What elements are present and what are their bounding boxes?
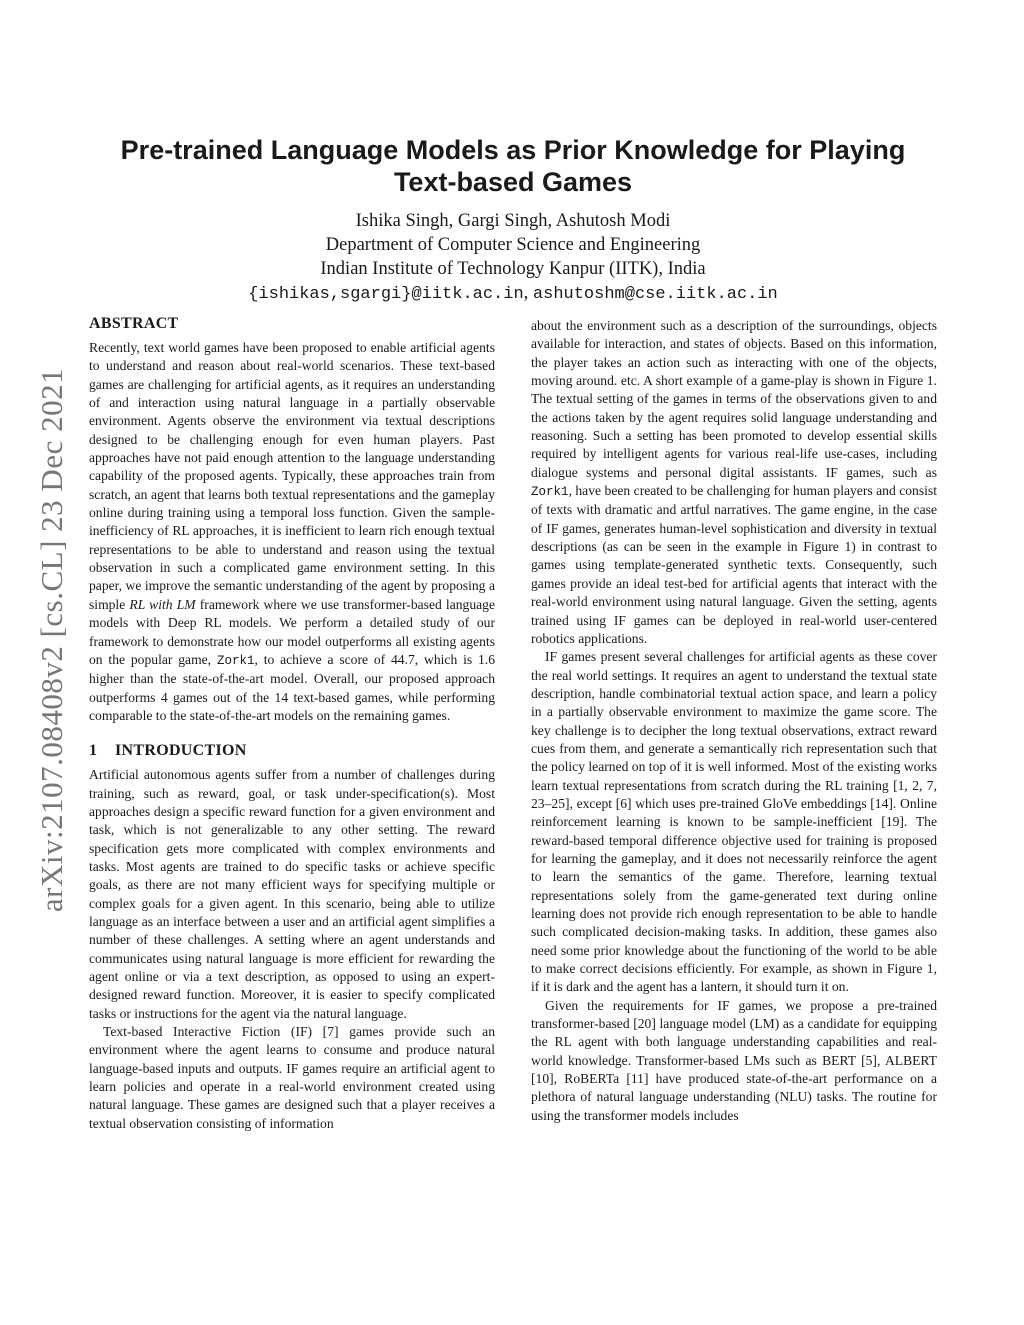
intro-title: INTRODUCTION [115,742,247,760]
right-column [531,317,937,1125]
title-line-1: Pre-trained Language Models as Prior Knowledge for Playing [120,135,906,165]
right-game-name: Zork1 [531,485,569,500]
intro-heading [89,741,495,761]
intro-number: 1 [89,742,98,760]
right-paragraph-3: Given the requirements for IF games, we propose a pre-trained transformer-based [20] language model (LM) as a candidate for equipping the RL agent with both language understanding capabilities and real-world knowledge. Transformer-based LMs such as BERT [5], ALBERT [10], RoBERTa [11] have produced state-of-the-art performance on a plethora of natural language understanding (NLU) tasks. The routine for using the transformer models includes [531,997,937,1123]
author-names: Ishika Singh, Gargi Singh, Ashutosh Modi [355,211,671,231]
author-block [90,209,936,307]
arxiv-identifier: arXiv:2107.08408v2 [cs.CL] 23 Dec 2021 [34,367,69,913]
abstract-text-b: framework where we use transformer-based language models with Deep RL models. We perform a detailed study of our framework to demonstrate how our model outperforms all existing agents on the popular game, [89,596,495,667]
email-group-1: {ishikas,sgargi}@iitk.ac.in [248,285,524,304]
email-2: ashutoshm@cse.iitk.ac.in [532,285,778,304]
right-paragraph-2: IF games present several challenges for artificial agents as these cover the real world settings. It requires an agent to understand the textual state description, handle combinatorial textual action space, and learn a policy in a partially observable environment to maximize the game score. The key challenge is to decipher the long textual observations, extract reward cues from them, and generate a semantically rich representation such that the policy learned on top of it is well informed. Most of the existing works learn textual representations from scratch during the RL training [1, 2, 7, 23–25], except [6] which uses pre-trained GloVe embeddings [14]. Online reinforcement learning is known to be sample-inefficient [19]. The reward-based temporal difference objective used for training is proposed for learning the gameplay, and it does not necessarily reinforce the agent to learn the semantics of the game. Therefore, learning textual representations solely from the game-generated text during online learning does not provide rich enough representation to be able to handle such complicated decision-making tasks. In addition, these games also need some prior knowledge about the functioning of the world to be able to make correct decisions efficiently. For example, as shown in Figure 1, if it is dark and the agent has a lantern, it should turn it on. [531,649,937,995]
right-text-b: , have been created to be challenging for human players and consist of texts with dramatic and artful narratives. The game engine, in the case of IF games, generates human-level sophistication and diversity in textual descriptions (as can be seen in the example in Figure 1) in contrast to games using template-generated synthetic texts. Consequently, such games provide an ideal test-bed for artificial agents that interact with the real-world environment using natural language. Given the setting, agents trained using IF games can be deployed in real-world user-centered robotics applications. [531,483,937,646]
intro-paragraph-2: Text-based Interactive Fiction (IF) [7] games provide such an environment where the agent learns to consume and produce natural language-based inputs and outputs. IF games require an artificial agent to learn policies and operate in a real-world environment created using natural language. These games are designed such that a player receives a textual observation consisting of information [89,1024,495,1131]
abstract-text-c: , to achieve a score of 44.7, which is 1.6 higher than the state-of-the-art model. Overall, our proposed approach outperforms 4 games out of the 14 text-based games, while performing comparable to the state-of-the-art models on the remaining games. [89,651,496,723]
intro-paragraph-1: Artificial autonomous agents suffer from a number of challenges during training, such as reward, goal, or task under-specification(s). Most approaches design a specific reward function for a given environment and task, which is not generalizable to any other setting. The reward specification gets more complicated with complex environments and tasks. Most agents are trained to do specific tasks or achieve specific goals, as there are not many efficient ways for specifying multiple or complex goals for a given agent. In this scenario, being able to utilize language as an interface between a user and an artificial agent simplifies a number of these challenges. A setting where an agent understands and communicates using natural language is more efficient for rewarding the agent online or via a text description, as opposed to using an expert-designed reward function. Moreover, it is easier to specify complicated tasks or instructions for the agent via the natural language. [89,767,495,1021]
author-institution: Indian Institute of Technology Kanpur (IITK), India [320,259,706,279]
abstract-heading: ABSTRACT [89,315,179,332]
abstract-text-a: Recently, text world games have been proposed to enable artificial agents to understand and reason about real-world scenarios. These text-based games are challenging for artificial agents, as it requires an understanding of and interaction using natural language in a partially observable environment. Agents observe the environment via textual descriptions designed to be challenging enough for even human players. Past approaches have not paid enough attention to the language understanding capability of the proposed agents. Typically, these approaches train from scratch, an agent that learns both textual representations and the gameplay online during training using a temporal loss function. Given the sample-inefficiency of RL approaches, it is inefficient to learn rich enough textual representations to be able to understand and reason using the textual observation in such a complicated game environment setting. In this paper, we improve the semantic understanding of the agent by proposing a simple [89,340,495,612]
left-column [89,314,495,1133]
abstract-paragraph [89,339,495,725]
author-emails [90,281,936,307]
abstract-game-name: Zork1 [216,653,255,668]
right-text-a: about the environment such as a description of the surroundings, objects available for interaction, and states of objects. Based on this information, the player takes an action such as interacting with one of the objects, moving around. etc. A short example of a game-play is shown in Figure 1. The textual setting of the games in terms of the observations given to and the actions taken by the agent requires solid language understanding and reasoning. Such a setting has been promoted to develop essential skills required by intelligent agents for various real-life use-cases, including dialogue systems and personal digital assistants. IF games, such as [531,318,937,480]
author-department: Department of Computer Science and Engineering [325,235,701,255]
email-separator: , [523,283,533,303]
paper-title [90,134,936,198]
right-paragraph-1 [531,317,937,648]
title-line-2: Text-based Games [393,167,633,197]
abstract-italic-framework: RL with LM [129,596,196,612]
